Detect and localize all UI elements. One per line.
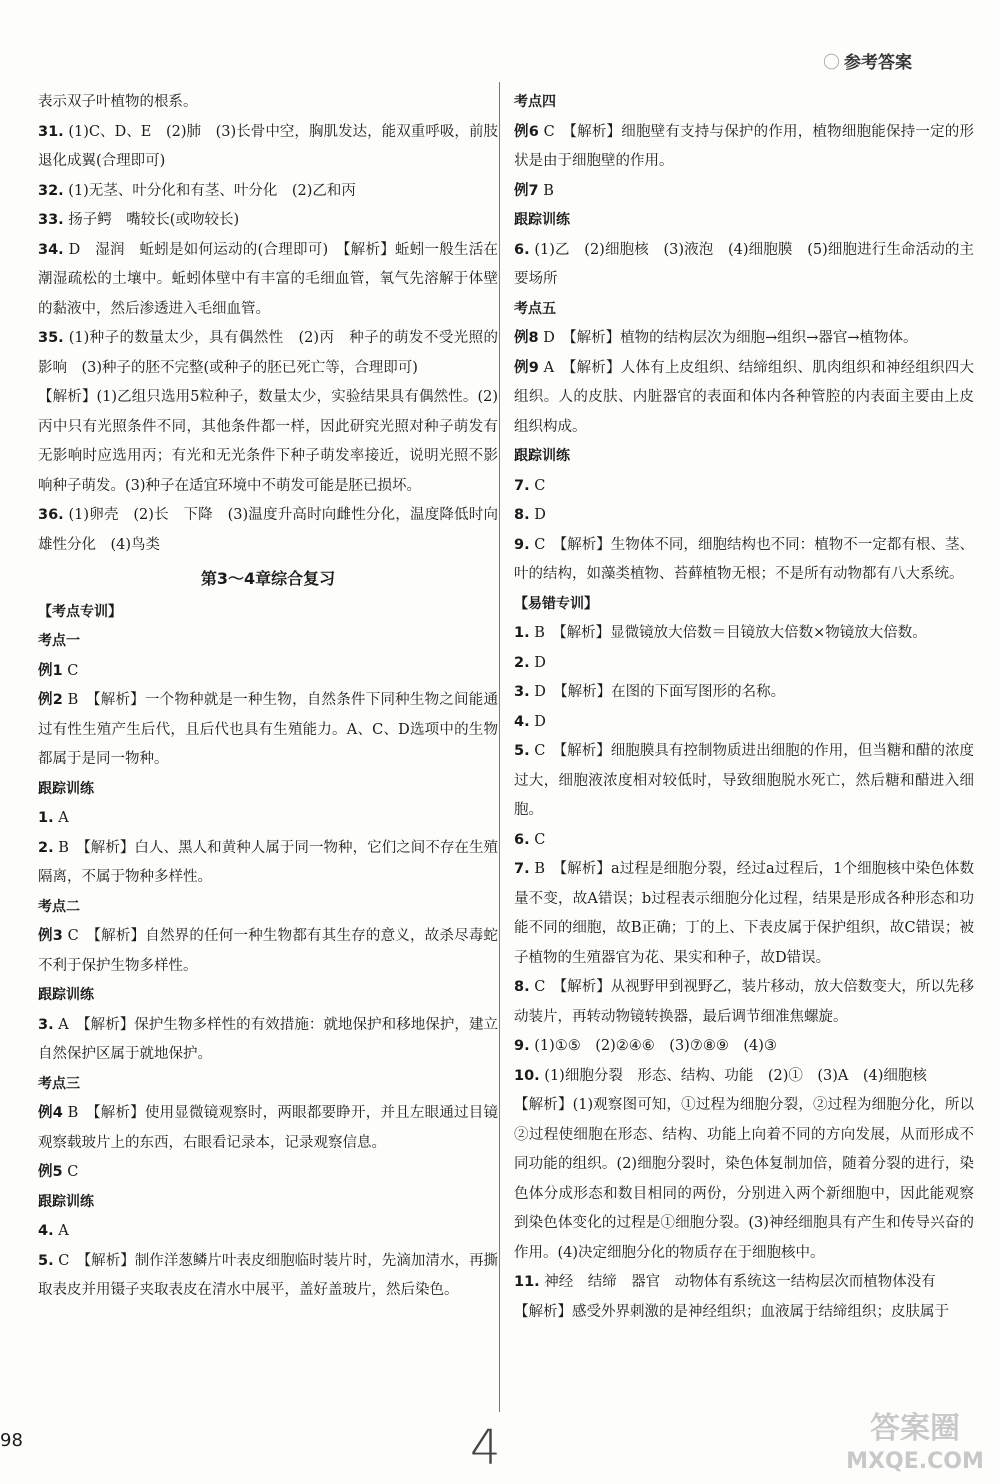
answer-item xyxy=(514,118,974,177)
section-heading: 考点三 xyxy=(38,1075,80,1092)
answer-text: A 【解析】人体有上皮组织、结缔组织、肌肉组织和神经组织四大组织。人的皮肤、内脏器官的表面和体内各种管腔的内表面主要由上皮组织构成。 xyxy=(514,359,974,435)
answer-text: (1)乙 (2)细胞核 (3)液泡 (4)细胞膜 (5)细胞进行生命活动的主要场所 xyxy=(514,241,975,287)
answer-text: D xyxy=(534,713,546,730)
answer-item xyxy=(514,649,974,679)
answer-number: 35. xyxy=(38,330,64,346)
answer-number: 例4 xyxy=(38,1105,63,1121)
answer-number: 2. xyxy=(514,654,530,671)
answer-item xyxy=(38,922,498,981)
answer-item xyxy=(38,834,498,893)
answer-item xyxy=(514,708,974,738)
answer-text: (1)细胞分裂 形态、结构、功能 (2)① (3)A (4)细胞核 xyxy=(544,1067,927,1084)
answer-text: C xyxy=(534,477,546,494)
answer-item xyxy=(514,1032,974,1062)
answer-item xyxy=(38,88,498,118)
answer-number: 9. xyxy=(514,536,530,553)
section-heading: 跟踪训练 xyxy=(38,987,94,1003)
answer-item xyxy=(514,1062,974,1092)
answer-number: 7. xyxy=(514,861,530,877)
answer-text: D xyxy=(534,654,546,671)
answer-number: 10. xyxy=(514,1067,540,1084)
answer-text: 【解析】感受外界刺激的是神经组织；血液属于结缔组织；皮肤属于 xyxy=(514,1303,949,1320)
answer-text: A xyxy=(58,1223,69,1239)
watermark-logo xyxy=(840,1398,990,1478)
section-heading: 考点四 xyxy=(514,94,556,110)
section-heading: 跟踪训练 xyxy=(38,780,94,797)
answer-number: 5. xyxy=(38,1252,54,1269)
answer-text: D 湿润 蚯蚓是如何运动的(合理即可) 【解析】蚯蚓一般生活在潮湿疏松的土壤中。蚯蚓体壁中有丰富的毛细血管，氧气先溶解于体壁的黏液中，然后渗透进入毛细血管。 xyxy=(38,241,499,317)
answer-number: 33. xyxy=(38,212,64,228)
answer-item xyxy=(514,236,974,295)
answer-item xyxy=(514,501,974,531)
right-column xyxy=(514,88,974,1327)
section-heading: 考点五 xyxy=(514,300,556,317)
chapter-title: 第3～4章综合复习 xyxy=(200,569,336,588)
answer-number: 1. xyxy=(514,625,530,641)
answer-text: 【解析】(1)乙组只选用5粒种子，数量太少，实验结果具有偶然性。(2)丙中只有光照条件不同，其他条件都一样，因此研究光照对种子萌发有无影响时应选用丙；有光和无光条件下种子萌发率接近，说明光照不影响种子萌发。(3)种子在适宜环境中不萌发可能是胚已损坏。 xyxy=(38,389,498,494)
answer-text: (1)C、D、E (2)肺 (3)长骨中空，胸肌发达，能双重呼吸，前肢退化成翼(合理即可) xyxy=(38,123,498,169)
answer-text: B xyxy=(543,182,554,199)
answer-item xyxy=(38,177,498,207)
handwritten-mark: 4 xyxy=(470,1420,501,1476)
answer-item xyxy=(38,804,498,834)
answer-item xyxy=(38,118,498,177)
section-heading: 跟踪训练 xyxy=(514,448,570,464)
answer-text: C xyxy=(67,1164,79,1180)
answer-text: A xyxy=(58,810,69,826)
answer-number: 例8 xyxy=(514,330,539,346)
answer-text: 神经 结缔 器官 动物体有系统这一结构层次而植物体没有 xyxy=(544,1274,936,1290)
section-heading: 【易错专训】 xyxy=(514,595,598,612)
answer-number: 7. xyxy=(514,477,530,494)
answer-item xyxy=(514,177,974,207)
answer-item xyxy=(514,354,974,443)
answer-number: 3. xyxy=(514,684,530,700)
answer-number: 5. xyxy=(514,743,530,759)
answer-item xyxy=(38,1217,498,1247)
answer-text: 表示双子叶植物的根系。 xyxy=(38,94,198,110)
answer-number: 32. xyxy=(38,182,64,199)
answer-text: C 【解析】细胞壁有支持与保护的作用，植物细胞能保持一定的形状是由于细胞壁的作用。 xyxy=(514,123,975,169)
answer-item xyxy=(514,619,974,649)
answer-number: 8. xyxy=(514,507,530,523)
answer-number: 31. xyxy=(38,123,64,140)
answer-number: 9. xyxy=(514,1038,530,1054)
answer-number: 例9 xyxy=(514,359,539,376)
answer-text: D 【解析】植物的结构层次为细胞→组织→器官→植物体。 xyxy=(543,330,918,346)
answer-number: 例6 xyxy=(514,123,539,140)
swirl-icon: 〇 xyxy=(823,53,840,73)
section-heading: 跟踪训练 xyxy=(514,212,570,228)
answer-item xyxy=(514,472,974,502)
answer-number: 例1 xyxy=(38,662,63,679)
answer-text: (1)种子的数量太少，具有偶然性 (2)丙 种子的萌发不受光照的影响 (3)种子的胚不完整(或种子的胚已死亡等，合理即可) xyxy=(38,330,499,376)
answer-number: 36. xyxy=(38,507,64,523)
answer-number: 8. xyxy=(514,979,530,995)
answer-text: B 【解析】显微镜放大倍数＝目镜放大倍数×物镜放大倍数。 xyxy=(534,625,927,641)
column-divider xyxy=(499,82,500,1412)
answer-text: C xyxy=(534,831,546,848)
answer-item xyxy=(38,236,498,325)
answer-number: 6. xyxy=(514,831,530,848)
answer-item xyxy=(514,531,974,590)
answer-text: B 【解析】一个物种就是一种生物，自然条件下同种生物之间能通过有性生殖产生后代，且后代也具有生殖能力。A、C、D选项中的生物都属于是同一物种。 xyxy=(38,692,499,767)
answer-item xyxy=(514,737,974,826)
answer-number: 例3 xyxy=(38,928,63,944)
answer-item xyxy=(38,501,498,560)
answer-item xyxy=(514,1298,974,1328)
answer-number: 4. xyxy=(514,713,530,730)
answer-text: C 【解析】自然界的任何一种生物都有其生存的意义，故杀尽毒蛇不利于保护生物多样性。 xyxy=(38,928,499,974)
section-heading: 【考点专训】 xyxy=(38,603,122,620)
answer-number: 4. xyxy=(38,1223,54,1239)
answer-item xyxy=(38,383,498,501)
page-number: 98 xyxy=(0,1430,23,1451)
answer-text: C 【解析】细胞膜具有控制物质进出细胞的作用，但当糖和醋的浓度过大，细胞液浓度相对较低时，导致细胞脱水死亡，然后糖和醋进入细胞。 xyxy=(514,743,974,818)
answer-text: D 【解析】在图的下面写图形的名称。 xyxy=(534,684,786,700)
section-heading: 考点一 xyxy=(38,633,80,649)
section-heading: 跟踪训练 xyxy=(38,1193,94,1210)
svg-text:答案圈: 答案圈 xyxy=(870,1411,960,1446)
answer-number: 6. xyxy=(514,241,530,258)
answer-item xyxy=(514,678,974,708)
answer-text: C 【解析】制作洋葱鳞片叶表皮细胞临时装片时，先滴加清水，再撕取表皮并用镊子夹取表皮在清水中展平，盖好盖玻片，然后染色。 xyxy=(38,1252,498,1298)
answer-item xyxy=(38,1099,498,1158)
answer-item xyxy=(38,206,498,236)
answer-item xyxy=(38,324,498,383)
answer-item xyxy=(514,1268,974,1298)
answer-text: B 【解析】a过程是细胞分裂，经过a过程后，1个细胞核中染色体数量不变，故A错误；b过程表示细胞分化过程，结果是形成各种形态和功能不同的细胞，故B正确；丁的上、下表皮属于保护组织，故C错误；被子植物的生殖器官为花、果实和种子，故D错误。 xyxy=(514,861,975,966)
answer-number: 例7 xyxy=(514,182,539,199)
answer-item xyxy=(514,826,974,856)
answer-item xyxy=(38,1247,498,1306)
answer-number: 例5 xyxy=(38,1164,63,1180)
answer-text: B 【解析】使用显微镜观察时，两眼都要睁开，并且左眼通过目镜观察载玻片上的东西，右眼看记录本，记录观察信息。 xyxy=(38,1105,499,1151)
answer-text: 扬子鳄 嘴较长(或吻较长) xyxy=(68,212,240,228)
answer-number: 3. xyxy=(38,1016,54,1033)
answer-text: A 【解析】保护生物多样性的有效措施：就地保护和移地保护，建立自然保护区属于就地保护。 xyxy=(38,1016,499,1062)
answer-text: (1)卵壳 (2)长 下降 (3)温度升高时向雌性分化，温度降低时向雄性分化 (4)鸟类 xyxy=(38,507,498,553)
answer-item xyxy=(38,1011,498,1070)
answer-number: 34. xyxy=(38,241,64,258)
section-heading: 考点二 xyxy=(38,898,80,915)
answer-item xyxy=(514,324,974,354)
answer-text: C 【解析】从视野甲到视野乙，装片移动，放大倍数变大，所以先移动装片，再转动物镜转换器，最后调节细准焦螺旋。 xyxy=(514,979,974,1025)
answer-text: C 【解析】生物体不同，细胞结构也不同：植物不一定都有根、茎、叶的结构，如藻类植物、苔藓植物无根；不是所有动物都有八大系统。 xyxy=(514,536,974,582)
answer-item xyxy=(514,1091,974,1268)
header-title: 参考答案 xyxy=(844,53,912,73)
answer-item xyxy=(38,686,498,775)
header-tag xyxy=(823,48,912,73)
answer-text: (1)①⑤ (2)②④⑥ (3)⑦⑧⑨ (4)③ xyxy=(534,1038,777,1054)
answer-number: 11. xyxy=(514,1274,540,1290)
answer-item xyxy=(514,973,974,1032)
svg-text:MXQE.COM: MXQE.COM xyxy=(846,1449,984,1474)
answer-text: C xyxy=(67,662,79,679)
left-column xyxy=(38,88,498,1306)
answer-item xyxy=(514,855,974,973)
answer-number: 例2 xyxy=(38,692,63,708)
answer-number: 2. xyxy=(38,839,54,856)
answer-item xyxy=(38,1158,498,1188)
answer-number: 1. xyxy=(38,810,54,826)
answer-text: 【解析】(1)观察图可知，①过程为细胞分裂，②过程为细胞分化，所以②过程使细胞在形态、结构、功能上向着不同的方向发展，从而形成不同功能的组织。(2)细胞分裂时，染色体复制加倍，随着分裂的进行，染色体分成形态和数目相同的两份，分别进入两个新细胞中，因此能观察到染色体变化的过程是①细胞分裂。(3)神经细胞具有产生和传导兴奋的作用。(4)决定细胞分化的物质存在于细胞核中。 xyxy=(514,1097,974,1261)
answer-text: B 【解析】白人、黑人和黄种人属于同一物种，它们之间不存在生殖隔离，不属于物种多样性。 xyxy=(38,839,498,885)
answer-text: (1)无茎、叶分化和有茎、叶分化 (2)乙和丙 xyxy=(68,182,356,199)
answer-text: D xyxy=(534,507,546,523)
answer-item xyxy=(38,657,498,687)
